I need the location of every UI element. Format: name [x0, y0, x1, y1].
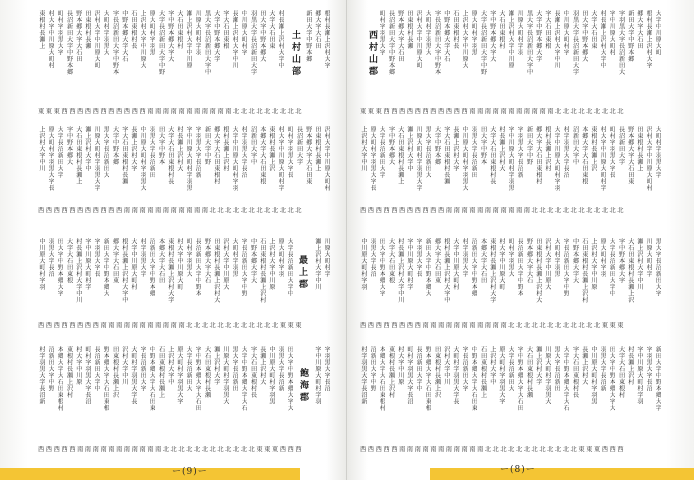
text-column: 本郷大字大石田東根村 [378, 346, 386, 411]
text-column: 字長沼新田大字中野 [562, 238, 570, 297]
text-column: 瀬上沢村大字中川原 [507, 10, 515, 69]
text-column: 根村長瀬上沢村 [544, 126, 551, 172]
text-column: 羽黒大字長沼新田大字 [249, 10, 257, 75]
text-column: 大字長沼新田大字 [378, 126, 386, 178]
text-column: 羽黒大字長沼新 [277, 346, 285, 392]
text-column: 本郷大字大石田東根 [258, 126, 266, 185]
text-column: 村長瀬上沢村大字中川 [74, 238, 82, 303]
text-column: 原大町村字羽黒 [148, 10, 156, 56]
text-column: 黒大字長沼新田大字中 [525, 10, 533, 75]
header-row: 西西西西西西西西南南南南南南南南南南南北北北北北北北北北北北北東東東 [360, 322, 626, 329]
heading-left-band1: 土村山部 [290, 30, 300, 78]
text-column: 長沼新田大字中野本郷 [65, 10, 73, 75]
text-column: 町村字羽黒大字 [56, 10, 64, 56]
text-column: 字中野本郷大字大石田 [516, 346, 524, 411]
text-column: 中川原大町村字 [240, 10, 248, 56]
text-column: 大石田東根村長瀬 [203, 346, 211, 398]
text-column: 大石田東根村長瀬上 [74, 126, 82, 185]
header-row: 西西西西西西西西西西西南南南南南南南南南南南北北北北北北北北北北北北 [38, 207, 304, 214]
text-column: 野本郷大字大石 [525, 238, 533, 284]
text-column: 根村長瀬上沢村大字中 [120, 238, 128, 303]
text-column: 羽黒大字長沼 [369, 238, 377, 277]
text-column: 野本郷大字大石 [203, 238, 211, 284]
text-column: 沼新田大字中野本郷 [470, 238, 478, 297]
text-column: 大字中野本郷大字大石 [562, 346, 570, 411]
text-column: 野本郷大字大石田 [396, 10, 404, 62]
text-column: 東根村長瀬上沢村大字 [166, 238, 174, 303]
text-column: 長瀬上沢村大字 [452, 126, 459, 172]
text-column: 大字中野本郷大字大石 [240, 346, 248, 411]
text-column: 根村長瀬上沢村大字 [323, 10, 331, 69]
text-column: 字大石田東根村長 [249, 346, 257, 398]
text-column: 字中野本郷大字大石田 [194, 346, 202, 411]
text-column: 新田大字中野 [203, 126, 211, 165]
text-column: 野本郷大字大石田東 [304, 126, 312, 185]
text-column: 川原大町村字 [323, 238, 331, 277]
text-band [38, 346, 338, 428]
text-column: 大字大石田東根村長 [166, 126, 174, 185]
text-column: 石田東根村長瀬上 [479, 346, 487, 398]
text-column: 石田東根村長瀬上 [157, 346, 165, 398]
text-band [360, 126, 672, 212]
text-column: 本郷大字大石田 [157, 238, 165, 284]
text-column: 字羽黒大字長沼新 [516, 126, 524, 178]
page-number-right: ー(8)ー [500, 465, 536, 475]
text-column: 新田大字中野 [525, 126, 533, 165]
text-column: 東根村長瀬上 [38, 10, 45, 49]
text-column: 村大字中川原 [74, 346, 82, 385]
text-column: 村字羽黒大字 [461, 238, 469, 277]
text-column: 田東根村長瀬上沢村大 [534, 238, 542, 303]
text-column: 川原大町村字羽黒大 [544, 346, 551, 405]
text-column: 大町村字羽黒大 [424, 10, 432, 56]
text-column: 大石田東根村 [176, 10, 183, 49]
text-column: 字中野本郷大 [387, 126, 395, 165]
text-column: 郷大字大石田東根村 [212, 126, 220, 185]
header-row: 西西西西西南南南南南南南南南南南北北北北北北北北北北北北東東東西西西 [38, 446, 304, 453]
text-column: 大石田東根村長瀬上沢 [626, 238, 634, 303]
text-column: 郷大字大石田東根村 [534, 126, 542, 185]
text-column: 町村字羽黒大字 [378, 10, 386, 56]
text-column: 田東根村長瀬上沢 [433, 346, 441, 398]
text-column: 上沢村大字中川 [38, 126, 45, 172]
text-column: 郷大字大石田 [314, 10, 321, 49]
text-column: 大石田東根村 [498, 10, 505, 49]
text-column: 村字羽黒大字長沼新 [38, 346, 45, 405]
text-column: 瀬上沢村大字中川 [314, 238, 321, 290]
text-column: 村大字中川原大町村字 [599, 126, 607, 191]
header-row: 東東東西西西西西西西西西西西南南南南南南南南南南南北北北北北北北北北 [38, 108, 304, 115]
text-column: 上沢村大字中 [166, 346, 174, 385]
header-row: 西西西西西西西西南南南南南南南南南南南北北北北北北北北北北北北東東東 [38, 322, 304, 329]
text-column: 東根村長瀬上沢村 [387, 346, 395, 398]
text-column: 大字中野本郷 [433, 126, 441, 165]
text-column: 長沼新田大字中野本 [194, 238, 202, 297]
text-column: 沢村大字中川原大町村 [645, 126, 653, 191]
text-column: 沢村大字中川原大町村 [323, 126, 331, 191]
text-column: 野本郷大字大石田 [74, 10, 82, 62]
text-column: 根村長瀬上沢村 [222, 126, 229, 172]
text-column: 上沢村大字中川原 [590, 238, 597, 290]
text-column: 中野本郷大字大石 [120, 10, 128, 62]
text-column: 中野本郷大字大石田東 [148, 346, 156, 411]
text-column: 村大字中川原大町村字 [277, 126, 285, 191]
text-column: 上沢村大字中 [488, 346, 496, 385]
text-column: 沼新田大字中野本郷 [148, 238, 156, 297]
text-column: 郷大字大石田東 [111, 238, 119, 284]
text-column: 原大町村字羽黒大字長 [369, 126, 377, 191]
text-column: 中野本郷大字大 [571, 238, 579, 284]
text-column: 村大字中川原大町 [498, 238, 505, 290]
text-column: 長沼新田大字中 [415, 346, 423, 392]
text-column: 大字大石田東 [590, 10, 597, 49]
text-column: 町村字羽黒大字長沼 [406, 346, 413, 405]
text-column: 沢村大字中川 [120, 346, 128, 385]
text-column: 瀬上沢村大字 [534, 346, 542, 385]
text-column: 沢村大字中川 [442, 346, 450, 385]
text-column: 長沼新田大字中 [93, 346, 101, 392]
text-column: 字長沼新田大字 [139, 346, 147, 392]
text-column: 町村字羽黒大 [185, 238, 193, 277]
text-column: 瀬上沢村大字中 [406, 126, 413, 172]
text-column: 長沼新田大字中野本郷 [387, 10, 395, 75]
text-column: 大町村字羽黒 [231, 238, 239, 277]
text-column: 川原大町村字羽黒大字 [415, 126, 423, 191]
text-column: 東根村長瀬上沢村 [65, 346, 73, 398]
text-column: 野本郷大字大石田東根 [424, 346, 432, 411]
text-column: 羽黒大字長沼新 [599, 346, 607, 392]
text-column: 大字中川原大町 [654, 10, 662, 56]
text-column: 字中川原大町村字 [406, 238, 413, 290]
text-column: 中川原大町村字羽黒 [268, 346, 275, 405]
text-column: 中野本郷大字大石 [442, 10, 450, 62]
text-column: 長瀬上沢村大字 [130, 126, 137, 172]
text-column: 羽黒大字長沼新田 [148, 126, 156, 178]
text-band [38, 238, 338, 304]
text-column: 長沼新田大字 [295, 126, 303, 165]
text-column: 大町村字羽黒大字長 [130, 346, 137, 405]
text-column: 田東根村長瀬上 [314, 126, 321, 172]
text-column: 村長瀬上沢村大字中 [277, 10, 285, 69]
text-column: 字羽黒大字長沼 [645, 346, 653, 392]
text-column: 字長沼新田大字中野本 [433, 10, 441, 75]
heading-left-band4: 飽海郡 [298, 368, 308, 404]
text-column: 黒大字長沼新田大 [424, 126, 432, 178]
text-column: 字中川原大町村字羽黒 [185, 126, 193, 191]
text-column: 村字羽黒大字長沼 [562, 126, 570, 178]
text-column: 根村長瀬上沢村大字 [645, 10, 653, 69]
text-column: 字大石田東根村長瀬 [120, 126, 128, 185]
text-column: 原大町村字羽黒大字長 [47, 126, 55, 191]
text-column: 町村字羽黒大 [507, 238, 515, 277]
text-column: 大石田東根村長瀬 [525, 346, 533, 398]
text-column: 大字中川原大町村字羽 [553, 126, 561, 191]
text-column: 田大字中野本郷大字大 [286, 346, 294, 411]
text-column: 字中川原大町村字羽 [314, 346, 321, 405]
text-column: 沢村大字中川原大 [544, 238, 551, 290]
text-column: 村字羽黒大字長沼新 [360, 346, 367, 405]
text-column: 東根村長瀬上沢 [268, 126, 275, 172]
text-column: 原大町村字羽黒大字 [176, 346, 183, 405]
text-column: 沼新田大字中野 [369, 346, 377, 392]
text-column: 上沢村大字中川 [360, 126, 367, 172]
text-band [360, 238, 672, 304]
text-column: 原大町村字羽黒大字 [498, 346, 505, 405]
text-column: 沼新田大字中 [249, 126, 257, 165]
text-column: 大石田東根村長瀬上 [396, 126, 404, 185]
text-column: 田東根村長瀬上 [636, 126, 643, 172]
center-fold [346, 0, 347, 480]
text-column: 字中川原大町村 [608, 10, 616, 56]
text-column: 田東根村長瀬 [406, 10, 413, 49]
text-column: 田大字中野本 [479, 126, 487, 165]
text-band [360, 10, 672, 80]
text-column: 東根村長瀬上沢村大字 [488, 238, 496, 303]
text-column: 本郷大字大石田東根 [580, 126, 588, 185]
text-column: 大町村字羽黒大字 [654, 126, 662, 178]
text-column: 沢村大字中川原大町 [93, 10, 101, 69]
text-column: 大字長沼新田大字中 [608, 238, 616, 297]
text-column: 字中野本郷大字大 [166, 10, 174, 62]
text-column: 長沼新田大字 [617, 126, 625, 165]
page-number-left: ー(9)ー [172, 467, 208, 477]
text-column: 字大石田東根 [544, 10, 551, 49]
text-column: 原大町村字羽 [599, 238, 607, 277]
text-column: 中野本郷大字大 [249, 238, 257, 284]
text-column: 長瀬上沢村大字中川 [553, 10, 561, 69]
right-page [360, 0, 672, 480]
text-column: 沼新田大字中 [571, 126, 579, 165]
text-column: 村長瀬上沢村大 [498, 126, 505, 172]
text-column: 村長瀬上沢村大字中川 [396, 238, 404, 303]
text-column: 田東根村長瀬 [84, 10, 91, 49]
text-column: 字大石田東根村長 [571, 346, 579, 398]
header-row: 東東東西西西西西西西西西西西南南南南南南南南南南南北北北北北北北北北 [360, 108, 626, 115]
text-column: 大町村字羽黒 [553, 238, 561, 277]
text-column: 大町村字羽黒大 [102, 10, 110, 56]
text-column: 田大字中野本郷大字大 [608, 346, 616, 411]
text-column: 田大字中野本郷大 [580, 10, 588, 62]
text-column: 羽黒大字長沼 [47, 238, 55, 277]
text-column: 黒大字長沼新田大字 [654, 238, 662, 297]
text-column: 川原大町村字羽黒大字 [93, 126, 101, 191]
text-column: 中川原大町村字羽 [38, 238, 45, 290]
text-column: 上沢村大字中川原 [268, 238, 275, 290]
text-column: 羽黒大字長沼新田大字 [571, 10, 579, 75]
text-column: 原大町村字羽 [277, 238, 285, 277]
text-column: 大字中野本郷 [111, 126, 119, 165]
text-column: 瀬上沢村大字中 [84, 126, 91, 172]
text-column: 田東根村長瀬上沢村大 [212, 238, 220, 303]
text-column: 羽黒大字長沼新田 [470, 126, 478, 178]
text-column: 字羽黒大字長 [93, 238, 101, 277]
text-column: 中野本郷大字大石田東 [470, 346, 478, 411]
text-column: 大町村字羽黒大字長 [452, 346, 459, 405]
text-column: 沢村大字中川原大 [222, 238, 229, 290]
text-column: 村長瀬上沢村 [626, 346, 634, 385]
text-column: 字羽黒大字長沼新田大 [617, 10, 625, 75]
text-column: 田大字中野本郷大 [258, 10, 266, 62]
text-column: 石田東根村長瀬上沢村 [580, 238, 588, 303]
text-column: 原大町村字羽黒 [470, 10, 478, 56]
text-column: 瀬上沢村大字 [212, 346, 220, 385]
text-column: 大字大石田東根村 [617, 346, 625, 398]
text-column: 字大石田東根 [222, 10, 229, 49]
text-column: 石田東根村長 [452, 10, 459, 49]
text-column: 上沢村大字中川原大 [461, 10, 469, 69]
text-column: 沢村大字中川原大町 [415, 10, 423, 69]
text-column: 根村長瀬上沢村大字中 [442, 238, 450, 303]
text-column: 新田大字中野本郷 [626, 10, 634, 62]
text-column: 字羽黒大字長 [415, 238, 423, 277]
text-column: 田大字中野本郷大字 [56, 238, 64, 297]
text-column: 野本郷大字大石田東根 [102, 346, 110, 411]
text-column: 村字羽黒大字長沼 [240, 126, 248, 178]
text-column: 町村字羽黒大字長 [286, 126, 294, 178]
text-column: 中川原大町村字羽黒大 [461, 126, 469, 191]
text-column: 長瀬上沢村大 [258, 346, 266, 385]
text-column: 村大字中川原大町村 [47, 10, 55, 69]
heading-right-band1: 西村山郡 [367, 30, 377, 78]
text-column: 村大字中川原大町 [176, 238, 183, 290]
text-column: 川原大町村字羽 [194, 10, 202, 56]
text-column: 新田大字中野本郷大 [424, 238, 432, 297]
text-column: 大字大石田東根村長 [488, 126, 496, 185]
text-column: 黒大字長沼新田 [231, 346, 239, 392]
text-column: 黒大字長沼新田大 [102, 126, 110, 178]
text-column: 中川原大町村字羽黒大 [139, 126, 147, 191]
text-column: 字長沼新田大字中野 [240, 238, 248, 297]
text-column: 字中野本郷大 [65, 126, 73, 165]
text-band [360, 346, 672, 428]
text-column: 大字大石田東 [268, 10, 275, 49]
text-column: 黒大字長沼新田 [553, 346, 561, 392]
text-column: 字羽黒大字長沼新 [194, 126, 202, 178]
text-column: 字中川原大町村字羽黒 [507, 126, 515, 191]
text-column: 川原大町村字羽 [516, 10, 524, 56]
header-row: 西西西西西西西西西西西南南南南南南南南南南南北北北北北北北北北北北北 [360, 207, 626, 214]
text-column: 字羽黒大字長沼 [323, 346, 331, 392]
text-column: 新田大字中野本郷 [304, 10, 312, 62]
text-column: 大字長沼新田大 [507, 346, 515, 392]
text-column: 大字長沼新田大字中野 [157, 10, 165, 75]
text-column: 字中野本郷大字 [617, 238, 625, 284]
text-column: 郷大字大石田 [636, 10, 643, 49]
text-column: 大字中川原大町村 [452, 238, 459, 290]
text-column: 本郷大字大石田東根村 [56, 346, 64, 411]
text-column: 田東根村長瀬上沢 [111, 346, 119, 398]
text-column: 大字中野本郷大字 [212, 10, 220, 62]
text-column: 村長瀬上沢村大 [176, 126, 183, 172]
text-column: 大字中川原大町村 [130, 238, 137, 290]
text-column: 大字長沼新田大字中 [286, 238, 294, 297]
text-column: 字中川原大町村字羽 [636, 346, 643, 405]
text-column: 大字大石田東根 [387, 238, 395, 284]
text-column: 長沼新田大字中野本 [516, 238, 524, 297]
text-column: 野本郷大字大石田東 [626, 126, 634, 185]
text-column: 字長沼新田大字 [461, 346, 469, 392]
text-column: 字大石田東根村長瀬 [442, 126, 450, 185]
text-column: 中川原大町村字 [562, 10, 570, 56]
text-column: 長瀬上沢村大字中川 [231, 10, 239, 69]
text-column: 村大字中川原 [396, 346, 404, 385]
text-column: 字中川原大町村字 [84, 238, 91, 290]
text-column: 大字中野本郷大字 [534, 10, 542, 62]
text-column: 石田東根村長 [130, 10, 137, 49]
text-column: 沼新田大字中野 [47, 346, 55, 392]
text-column: 字長沼新田大字中野本 [111, 10, 119, 75]
text-column: 村長瀬上沢村大字中 [599, 10, 607, 69]
text-column: 東根村長瀬上沢 [590, 126, 597, 172]
text-column: 町村字羽黒大字長沼 [84, 346, 91, 405]
header-row: 西西西西西南南南南南南南南南南南北北北北北北北北北北北北東東東西西西 [360, 446, 626, 453]
text-column: 黒大字長沼新田大字中 [203, 10, 211, 75]
text-column: 大字長沼新田大字中野 [479, 10, 487, 75]
text-column: 村字羽黒大字 [139, 238, 147, 277]
text-column: 瀬上沢村大字中川原 [185, 10, 193, 69]
text-column: 大字長沼新田大 [185, 346, 193, 392]
text-column: 川原大町村字羽黒大 [222, 346, 229, 405]
text-band [38, 126, 338, 212]
text-column: 中川原大町村字羽黒 [590, 346, 597, 405]
text-column: 長瀬上沢村大 [580, 346, 588, 385]
text-column: 本郷大字大石田 [479, 238, 487, 284]
text-column: 田大字中野本 [157, 126, 165, 165]
text-column: 字中野本郷大字大 [488, 10, 496, 62]
text-column: 瀬上沢村大字中川 [636, 238, 643, 290]
heading-left-band3: 最上郡 [297, 255, 307, 291]
text-column: 大字大石田東根 [65, 238, 73, 284]
text-column: 大字長沼新田大字 [56, 126, 64, 178]
text-column: 川原大町村字 [645, 238, 653, 277]
text-column: 新田大字中野本郷大字 [654, 346, 662, 411]
text-column: 田大字中野本郷大字 [378, 238, 386, 297]
text-column: 新田大字中野本郷大 [102, 238, 110, 297]
text-column: 町村字羽黒大字長 [608, 126, 616, 178]
text-column: 石田東根村長瀬上沢村 [258, 238, 266, 303]
text-column: 大字中川原大町村字羽 [231, 126, 239, 191]
text-column: 中川原大町村字羽 [360, 238, 367, 290]
text-column: 上沢村大字中川原大 [139, 10, 147, 69]
text-column: 郷大字大石田東 [433, 238, 441, 284]
